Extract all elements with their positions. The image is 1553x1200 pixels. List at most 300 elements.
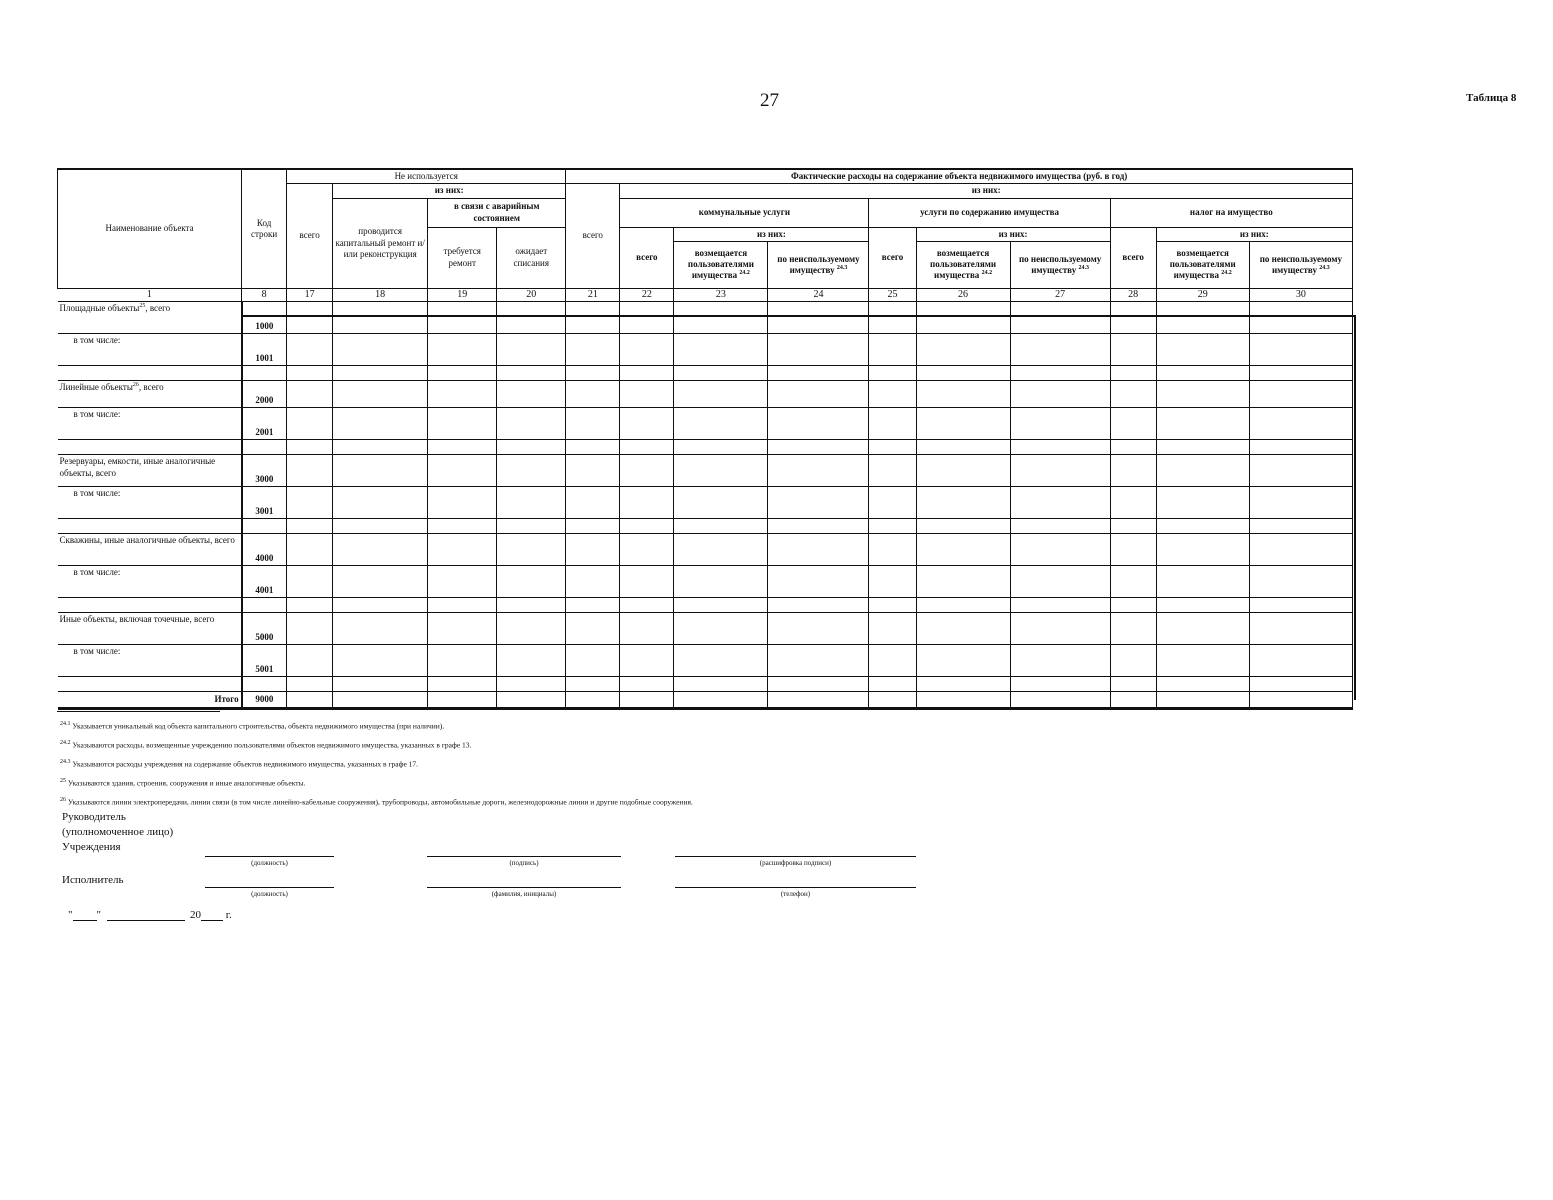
- table-cell[interactable]: [869, 455, 916, 487]
- table-cell[interactable]: [428, 302, 497, 334]
- table-cell[interactable]: [428, 645, 497, 677]
- table-cell[interactable]: [1010, 566, 1110, 598]
- table-cell[interactable]: [566, 598, 620, 613]
- table-cell[interactable]: [333, 381, 428, 408]
- table-cell[interactable]: [869, 519, 916, 534]
- table-cell[interactable]: [1010, 692, 1110, 709]
- total-row: [58, 692, 1353, 709]
- table-cell[interactable]: [1156, 613, 1249, 645]
- table-cell[interactable]: [768, 598, 869, 613]
- header-maintenance-of-them: из них:: [916, 227, 1110, 241]
- table-cell[interactable]: [333, 677, 428, 692]
- table-cell[interactable]: [768, 487, 869, 519]
- table-cell[interactable]: [287, 598, 333, 613]
- row-code: 1000: [242, 302, 287, 334]
- table-cell[interactable]: [428, 677, 497, 692]
- expenses-table: [57, 168, 1353, 710]
- table-cell[interactable]: [916, 440, 1010, 455]
- blank-code-cell[interactable]: [242, 677, 287, 692]
- table-cell[interactable]: [333, 534, 428, 566]
- blank-name-cell[interactable]: [58, 677, 242, 692]
- table-cell[interactable]: [1156, 440, 1249, 455]
- column-number: 22: [620, 288, 674, 302]
- blank-code-cell[interactable]: [242, 440, 287, 455]
- blank-code-cell[interactable]: [242, 366, 287, 381]
- table-cell[interactable]: [768, 302, 869, 334]
- table-cell[interactable]: [287, 408, 333, 440]
- table-cell[interactable]: [674, 440, 768, 455]
- table-cell[interactable]: [497, 692, 566, 709]
- table-cell[interactable]: [620, 692, 674, 709]
- table-cell[interactable]: [674, 598, 768, 613]
- table-cell[interactable]: [869, 534, 916, 566]
- table-cell[interactable]: [566, 455, 620, 487]
- table-cell[interactable]: [497, 566, 566, 598]
- table-cell[interactable]: [1010, 302, 1110, 334]
- table-cell[interactable]: [1156, 566, 1249, 598]
- table-cell[interactable]: [768, 334, 869, 366]
- position-caption: (должность): [251, 859, 288, 867]
- table-cell[interactable]: [674, 487, 768, 519]
- table-cell[interactable]: [1010, 366, 1110, 381]
- table-cell[interactable]: [1249, 334, 1352, 366]
- table-cell[interactable]: [1156, 677, 1249, 692]
- table-cell[interactable]: [1010, 487, 1110, 519]
- table-cell[interactable]: [497, 366, 566, 381]
- column-number: 25: [869, 288, 916, 302]
- table-cell[interactable]: [333, 455, 428, 487]
- header-not-used: Не используется: [287, 169, 566, 184]
- table-cell[interactable]: [566, 366, 620, 381]
- table-cell[interactable]: [768, 366, 869, 381]
- table-cell[interactable]: [428, 613, 497, 645]
- table-cell[interactable]: [768, 534, 869, 566]
- table-cell[interactable]: [1249, 645, 1352, 677]
- table-cell[interactable]: [674, 566, 768, 598]
- table-cell[interactable]: [566, 534, 620, 566]
- table-cell[interactable]: [497, 487, 566, 519]
- table-cell[interactable]: [620, 613, 674, 645]
- table-cell[interactable]: [1156, 598, 1249, 613]
- column-number: 21: [566, 288, 620, 302]
- blank-row: [58, 519, 1353, 534]
- table-cell[interactable]: [916, 519, 1010, 534]
- table-cell[interactable]: [620, 334, 674, 366]
- table-cell[interactable]: [674, 302, 768, 334]
- blank-name-cell[interactable]: [58, 519, 242, 534]
- table-cell[interactable]: [333, 519, 428, 534]
- table-cell[interactable]: [287, 566, 333, 598]
- total-label: Итого: [58, 692, 242, 709]
- table-cell[interactable]: [620, 677, 674, 692]
- table-cell[interactable]: [428, 598, 497, 613]
- table-cell[interactable]: [916, 455, 1010, 487]
- table-cell[interactable]: [1249, 302, 1352, 334]
- total-code: 9000: [242, 692, 287, 709]
- date-month-field[interactable]: [107, 908, 185, 921]
- table-cell[interactable]: [620, 534, 674, 566]
- table-cell[interactable]: [333, 613, 428, 645]
- table-cell[interactable]: [497, 613, 566, 645]
- table-cell[interactable]: [1110, 692, 1156, 709]
- table-cell[interactable]: [1156, 534, 1249, 566]
- table-cell[interactable]: [566, 519, 620, 534]
- table-cell[interactable]: [428, 334, 497, 366]
- table-cell[interactable]: [768, 440, 869, 455]
- table-cell[interactable]: [497, 455, 566, 487]
- footnote: $^{24.1}$ Указывается уникальный код объекта капитального строительства, объекта недвижимого имущества (при наличии).: [60, 721, 445, 731]
- header-capital-repair: проводится капитальный ремонт и/или реконструкция: [333, 198, 428, 288]
- table-cell[interactable]: [1010, 534, 1110, 566]
- table-cell[interactable]: [497, 598, 566, 613]
- executor-position-line[interactable]: [205, 887, 334, 888]
- footnote: $^{25}$ Указываются здания, строения, сооружения и иные аналогичные объекты.: [60, 778, 306, 788]
- table-cell[interactable]: [620, 366, 674, 381]
- table-cell[interactable]: [1249, 566, 1352, 598]
- table-cell[interactable]: [428, 534, 497, 566]
- table-cell[interactable]: [1110, 366, 1156, 381]
- table-cell[interactable]: [333, 692, 428, 709]
- table-cell[interactable]: [428, 455, 497, 487]
- table-cell[interactable]: [916, 381, 1010, 408]
- header-maintenance-total: всего: [869, 227, 916, 288]
- table-cell[interactable]: [566, 440, 620, 455]
- table-cell[interactable]: [869, 440, 916, 455]
- table-cell[interactable]: [674, 381, 768, 408]
- table-cell[interactable]: [428, 440, 497, 455]
- header-tax-reimbursed: возмещается пользователями имущества $^{24.2}$: [1156, 241, 1249, 288]
- table-cell[interactable]: [1249, 408, 1352, 440]
- table-cell[interactable]: [1010, 645, 1110, 677]
- header-tax-of-them: из них:: [1156, 227, 1352, 241]
- header-utilities-unused: по неиспользуемому имуществу $^{24.3}$: [768, 241, 869, 288]
- blank-row: [58, 440, 1353, 455]
- table-cell[interactable]: [566, 487, 620, 519]
- table-cell[interactable]: [674, 455, 768, 487]
- table-cell[interactable]: [916, 677, 1010, 692]
- table-cell[interactable]: [497, 677, 566, 692]
- in-that-number-label: в том числе:: [58, 408, 242, 440]
- table-cell[interactable]: [1010, 381, 1110, 408]
- table-cell[interactable]: [428, 566, 497, 598]
- table-cell[interactable]: [566, 408, 620, 440]
- column-number: 27: [1010, 288, 1110, 302]
- table-cell[interactable]: [674, 677, 768, 692]
- table-cell[interactable]: [1249, 366, 1352, 381]
- table-cell[interactable]: [869, 566, 916, 598]
- table-cell[interactable]: [497, 440, 566, 455]
- table-cell[interactable]: [768, 455, 869, 487]
- table-cell[interactable]: [768, 692, 869, 709]
- header-maintenance-reimbursed: возмещается пользователями имущества $^{24.2}$: [916, 241, 1010, 288]
- table-cell[interactable]: [497, 519, 566, 534]
- table-cell[interactable]: [1110, 566, 1156, 598]
- table-cell[interactable]: [620, 519, 674, 534]
- blank-row: [58, 598, 1353, 613]
- table-cell[interactable]: [1110, 334, 1156, 366]
- table-cell[interactable]: [869, 381, 916, 408]
- table-cell[interactable]: [869, 334, 916, 366]
- table-cell[interactable]: [428, 487, 497, 519]
- table-cell[interactable]: [869, 366, 916, 381]
- table-cell[interactable]: [869, 487, 916, 519]
- table-cell[interactable]: [428, 408, 497, 440]
- table-cell[interactable]: [497, 381, 566, 408]
- blank-code-cell[interactable]: [242, 598, 287, 613]
- blank-name-cell[interactable]: [58, 366, 242, 381]
- table-cell[interactable]: [768, 613, 869, 645]
- column-number: 30: [1249, 288, 1352, 302]
- in-that-number-label: в том числе:: [58, 487, 242, 519]
- table-cell[interactable]: [1156, 487, 1249, 519]
- table-cell[interactable]: [916, 302, 1010, 334]
- date-line: " " 20 г.: [68, 909, 232, 921]
- header-object-name: Наименование объекта: [58, 169, 242, 288]
- table-cell[interactable]: [1110, 534, 1156, 566]
- table-cell[interactable]: [1156, 381, 1249, 408]
- table-cell[interactable]: [333, 566, 428, 598]
- blank-name-cell[interactable]: [58, 440, 242, 455]
- table-cell[interactable]: [287, 692, 333, 709]
- table-cell[interactable]: [428, 519, 497, 534]
- table-cell[interactable]: [674, 645, 768, 677]
- table-cell[interactable]: [768, 519, 869, 534]
- table-cell[interactable]: [287, 440, 333, 455]
- table-cell[interactable]: [916, 534, 1010, 566]
- table-cell[interactable]: [1110, 598, 1156, 613]
- table-cell[interactable]: [916, 566, 1010, 598]
- table-cell[interactable]: [620, 645, 674, 677]
- table-cell[interactable]: [566, 302, 620, 334]
- table-cell[interactable]: [620, 566, 674, 598]
- table-cell[interactable]: [1010, 455, 1110, 487]
- table-cell[interactable]: [1249, 598, 1352, 613]
- footnotes: [60, 716, 693, 811]
- object-name: Линейные объекты$^{26}$, всего: [58, 381, 242, 408]
- row-code: 4000: [242, 534, 287, 566]
- table-cell[interactable]: [497, 534, 566, 566]
- table-cell[interactable]: [1249, 613, 1352, 645]
- table-cell[interactable]: [869, 408, 916, 440]
- row-code: 3000: [242, 455, 287, 487]
- table-cell[interactable]: [287, 381, 333, 408]
- table-cell[interactable]: [674, 408, 768, 440]
- table-cell[interactable]: [1010, 440, 1110, 455]
- table-cell[interactable]: [287, 645, 333, 677]
- table-cell[interactable]: [1110, 519, 1156, 534]
- table-cell[interactable]: [674, 366, 768, 381]
- table-cell[interactable]: [1110, 487, 1156, 519]
- table-cell[interactable]: [1249, 455, 1352, 487]
- table-cell[interactable]: [333, 302, 428, 334]
- table-cell[interactable]: [287, 455, 333, 487]
- table-cell[interactable]: [916, 334, 1010, 366]
- table-cell[interactable]: [566, 613, 620, 645]
- table-cell[interactable]: [768, 645, 869, 677]
- table-cell[interactable]: [1010, 334, 1110, 366]
- table-cell[interactable]: [1010, 598, 1110, 613]
- table-cell[interactable]: [1249, 440, 1352, 455]
- table-cell[interactable]: [620, 408, 674, 440]
- object-detail-row: [58, 645, 1353, 677]
- object-detail-row: [58, 566, 1353, 598]
- table-cell[interactable]: [916, 645, 1010, 677]
- table-cell[interactable]: [869, 613, 916, 645]
- table-cell[interactable]: [497, 302, 566, 334]
- table-cell[interactable]: [1010, 613, 1110, 645]
- header-utilities-total: всего: [620, 227, 674, 288]
- table-cell[interactable]: [869, 645, 916, 677]
- table-cell[interactable]: [566, 677, 620, 692]
- table-cell[interactable]: [1156, 408, 1249, 440]
- table-cell[interactable]: [1249, 381, 1352, 408]
- header-maintenance-unused: по неиспользуемому имуществу $^{24.3}$: [1010, 241, 1110, 288]
- table-cell[interactable]: [1249, 487, 1352, 519]
- table-cell[interactable]: [1249, 534, 1352, 566]
- table-cell[interactable]: [916, 408, 1010, 440]
- table-cell[interactable]: [333, 440, 428, 455]
- object-name: Иные объекты, включая точечные, всего: [58, 613, 242, 645]
- table-cell[interactable]: [674, 534, 768, 566]
- table-cell[interactable]: [287, 519, 333, 534]
- table-cell[interactable]: [287, 487, 333, 519]
- table-cell[interactable]: [333, 598, 428, 613]
- table-cell[interactable]: [768, 566, 869, 598]
- decoding-signature-line[interactable]: [675, 856, 916, 857]
- header-expenses-of-them: из них:: [620, 184, 1353, 198]
- table-cell[interactable]: [1010, 408, 1110, 440]
- object-detail-row: [58, 334, 1353, 366]
- table-cell[interactable]: [1156, 302, 1249, 334]
- table-cell[interactable]: [1249, 519, 1352, 534]
- table-cell[interactable]: [287, 677, 333, 692]
- table-cell[interactable]: [674, 692, 768, 709]
- table-cell[interactable]: [620, 381, 674, 408]
- table-cell[interactable]: [916, 487, 1010, 519]
- table-cell[interactable]: [566, 381, 620, 408]
- table-cell[interactable]: [1110, 302, 1156, 334]
- header-tax-total: всего: [1110, 227, 1156, 288]
- table-cell[interactable]: [674, 613, 768, 645]
- table-cell[interactable]: [287, 302, 333, 334]
- table-cell[interactable]: [1110, 408, 1156, 440]
- table-cell[interactable]: [869, 598, 916, 613]
- executor-name-line[interactable]: [427, 887, 621, 888]
- table-cell[interactable]: [566, 645, 620, 677]
- table-cell[interactable]: [1110, 455, 1156, 487]
- blank-name-cell[interactable]: [58, 598, 242, 613]
- row-code: 1001: [242, 334, 287, 366]
- table-cell[interactable]: [1249, 692, 1352, 709]
- object-total-row: [58, 302, 1353, 334]
- header-row-code: Код строки: [242, 169, 287, 288]
- table-cell[interactable]: [1156, 334, 1249, 366]
- table-cell[interactable]: [1156, 692, 1249, 709]
- row-code: 5000: [242, 613, 287, 645]
- column-number: 29: [1156, 288, 1249, 302]
- table-cell[interactable]: [428, 366, 497, 381]
- table-cell[interactable]: [916, 613, 1010, 645]
- table-cell[interactable]: [497, 408, 566, 440]
- date-year-field[interactable]: [201, 908, 223, 921]
- table-cell[interactable]: [1110, 440, 1156, 455]
- signature-caption: (подпись): [509, 859, 539, 867]
- executor-phone-line[interactable]: [675, 887, 916, 888]
- table-cell[interactable]: [1156, 455, 1249, 487]
- table-cell[interactable]: [674, 334, 768, 366]
- column-number: 28: [1110, 288, 1156, 302]
- table-cell[interactable]: [1110, 677, 1156, 692]
- table-cell[interactable]: [768, 677, 869, 692]
- signature-line[interactable]: [427, 856, 621, 857]
- table-cell[interactable]: [497, 334, 566, 366]
- table-cell[interactable]: [333, 645, 428, 677]
- table-label: Таблица 8: [1466, 92, 1517, 104]
- table-cell[interactable]: [916, 692, 1010, 709]
- header-utilities-of-them: из них:: [674, 227, 869, 241]
- table-cell[interactable]: [1110, 645, 1156, 677]
- executor-label: Исполнитель: [62, 874, 124, 886]
- table-cell[interactable]: [620, 455, 674, 487]
- table-cell[interactable]: [674, 519, 768, 534]
- table-cell[interactable]: [620, 598, 674, 613]
- header-not-used-of-them: из них:: [333, 184, 566, 198]
- table-cell[interactable]: [333, 366, 428, 381]
- decoding-caption: (расшифровка подписи): [759, 859, 832, 867]
- table-cell[interactable]: [869, 677, 916, 692]
- table-cell[interactable]: [1156, 645, 1249, 677]
- table-cell[interactable]: [916, 366, 1010, 381]
- date-day-field[interactable]: [73, 908, 97, 921]
- table-cell[interactable]: [497, 645, 566, 677]
- table-cell[interactable]: [566, 566, 620, 598]
- table-cell[interactable]: [1156, 519, 1249, 534]
- table-cell[interactable]: [1010, 519, 1110, 534]
- table-cell[interactable]: [566, 692, 620, 709]
- table-cell[interactable]: [1110, 381, 1156, 408]
- table-cell[interactable]: [1110, 613, 1156, 645]
- table-cell[interactable]: [287, 613, 333, 645]
- table-cell[interactable]: [333, 487, 428, 519]
- table-cell[interactable]: [768, 408, 869, 440]
- header-property-tax: налог на имущество: [1110, 198, 1352, 227]
- table-cell[interactable]: [333, 334, 428, 366]
- table-cell[interactable]: [1010, 677, 1110, 692]
- table-cell[interactable]: [566, 334, 620, 366]
- table-cell[interactable]: [1156, 366, 1249, 381]
- table-cell[interactable]: [428, 381, 497, 408]
- table-cell[interactable]: [287, 366, 333, 381]
- position-signature-line[interactable]: [205, 856, 334, 857]
- table-cell[interactable]: [287, 334, 333, 366]
- table-cell[interactable]: [620, 440, 674, 455]
- table-cell[interactable]: [1249, 677, 1352, 692]
- table-cell[interactable]: [916, 598, 1010, 613]
- blank-row: [58, 366, 1353, 381]
- row-code: 3001: [242, 487, 287, 519]
- table-cell[interactable]: [428, 692, 497, 709]
- table-cell[interactable]: [869, 692, 916, 709]
- table-cell[interactable]: [287, 534, 333, 566]
- table-cell[interactable]: [768, 381, 869, 408]
- table-cell[interactable]: [620, 487, 674, 519]
- blank-code-cell[interactable]: [242, 519, 287, 534]
- table-cell[interactable]: [869, 302, 916, 334]
- table-cell[interactable]: [620, 302, 674, 334]
- head-signature-label: Руководитель (уполномоченное лицо) Учреждения: [62, 811, 174, 853]
- table-cell[interactable]: [333, 408, 428, 440]
- object-name: Скважины, иные аналогичные объекты, всего: [58, 534, 242, 566]
